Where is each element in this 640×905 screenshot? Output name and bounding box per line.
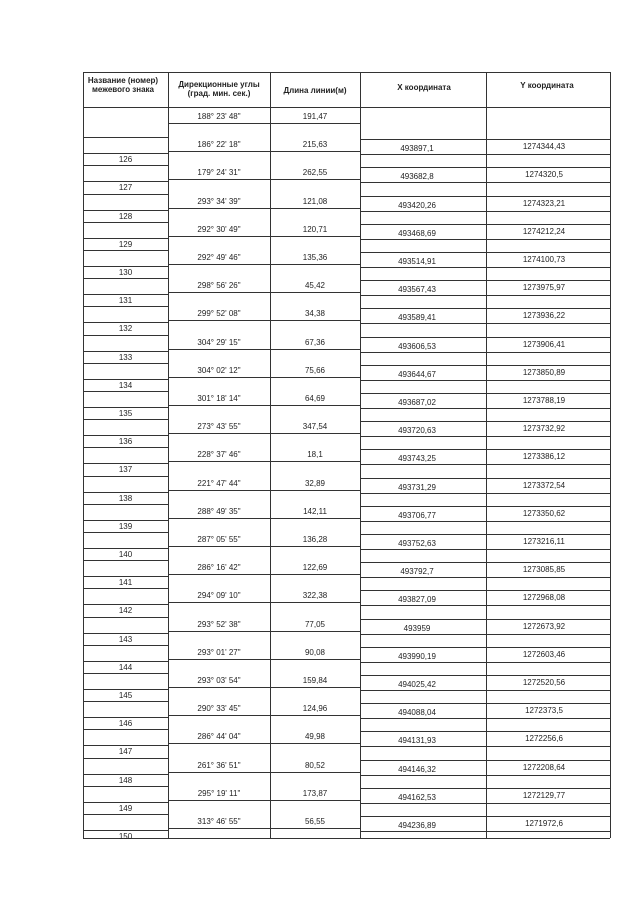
point-name-cell: 150: [118, 832, 133, 841]
coordinate-row-line: [360, 308, 610, 309]
point-name-cell: 135: [118, 409, 133, 418]
point-name-cell: 147: [118, 747, 133, 757]
segment-row-line: [168, 461, 360, 462]
coordinate-row-line: [360, 816, 610, 817]
length-cell: 322,38: [302, 591, 328, 601]
segment-row-line: [168, 405, 360, 406]
angle-cell: 293° 01' 27": [197, 647, 241, 657]
length-cell: 142,11: [303, 506, 327, 516]
segment-row-line: [168, 772, 360, 773]
table-top-border: [83, 72, 610, 73]
point-row-line: [83, 463, 168, 464]
segment-row-line: [168, 433, 360, 434]
point-row-line: [83, 661, 168, 662]
point-row-line: [83, 802, 168, 803]
point-row-line: [83, 548, 168, 549]
coordinate-row-line: [360, 154, 610, 155]
x-coordinate-cell: 493827,09: [398, 595, 436, 605]
segment-row-line: [168, 631, 360, 632]
angle-cell: 221° 47' 44": [197, 478, 241, 488]
y-coordinate-cell: 1273350,62: [522, 508, 566, 518]
x-coordinate-cell: 494025,42: [398, 680, 436, 689]
y-coordinate-cell: 1273085,85: [522, 565, 566, 575]
point-row-line: [83, 153, 168, 154]
segment-row-line: [168, 659, 360, 660]
point-name-cell: 144: [118, 662, 133, 672]
y-coordinate-cell: 1271972,6: [525, 819, 563, 828]
coordinate-row-line: [360, 731, 610, 732]
coordinate-row-line: [360, 493, 610, 494]
x-coordinate-cell: 493687,02: [398, 398, 436, 407]
length-cell: 49,98: [304, 732, 326, 742]
x-coordinate-cell: 494162,53: [398, 792, 436, 802]
x-coordinate-cell: 493514,91: [398, 257, 436, 266]
coordinate-row-line: [360, 365, 610, 366]
coordinate-row-line: [360, 534, 610, 535]
point-row-line: [83, 604, 168, 605]
coordinate-row-line: [360, 280, 610, 281]
point-row-line: [83, 830, 168, 831]
x-coordinate-cell: 493720,63: [398, 426, 436, 436]
x-coordinate-cell: 493606,53: [398, 341, 436, 351]
length-cell: 159,84: [302, 676, 328, 685]
length-cell: 262,55: [302, 168, 328, 178]
y-coordinate-cell: 1273216,11: [523, 537, 565, 546]
length-cell: 90,08: [304, 647, 326, 657]
segment-row-line: [168, 264, 360, 265]
point-row-line: [83, 266, 168, 267]
coordinate-row-line: [360, 352, 610, 353]
x-coordinate-cell: 493743,25: [398, 454, 436, 464]
point-name-cell: 128: [118, 211, 133, 221]
point-row-line: [83, 745, 168, 746]
coordinate-row-line: [360, 788, 610, 789]
y-coordinate-cell: 1274344,43: [522, 142, 566, 152]
point-name-cell: 126: [118, 155, 133, 165]
length-cell: 173,87: [302, 788, 328, 798]
length-cell: 120,71: [302, 224, 328, 234]
x-coordinate-cell: 493468,69: [398, 228, 436, 238]
x-coordinate-cell: 494131,93: [398, 736, 436, 746]
segment-row-line: [168, 236, 360, 237]
y-coordinate-cell: 1273372,54: [522, 480, 566, 490]
point-row-line: [83, 476, 168, 477]
x-coordinate-cell: 493731,29: [398, 482, 436, 492]
x-coordinate-cell: 493897,1: [400, 144, 434, 154]
point-row-line: [83, 294, 168, 295]
y-coordinate-cell: 1272603,46: [522, 649, 566, 659]
segment-row-line: [168, 123, 360, 124]
segment-row-line: [168, 602, 360, 603]
segment-row-line: [168, 179, 360, 180]
x-coordinate-cell: 493752,63: [398, 539, 436, 548]
coordinate-row-line: [360, 295, 610, 296]
header-x: X координата: [397, 83, 451, 92]
point-name-cell: 138: [118, 493, 133, 503]
point-name-cell: 140: [118, 550, 133, 559]
coordinate-row-line: [360, 619, 610, 620]
point-name-cell: 139: [118, 521, 133, 531]
point-row-line: [83, 210, 168, 211]
point-row-line: [83, 335, 168, 336]
point-row-line: [83, 532, 168, 533]
y-coordinate-cell: 1274320,5: [525, 170, 563, 180]
coordinate-row-line: [360, 139, 610, 140]
segment-row-line: [168, 574, 360, 575]
segment-row-line: [168, 208, 360, 209]
length-cell: 32,89: [304, 478, 326, 488]
angle-cell: 292° 30' 49": [197, 224, 241, 234]
coordinate-row-line: [360, 436, 610, 437]
point-name-cell: 134: [118, 380, 133, 390]
segment-row-line: [168, 518, 360, 519]
angle-cell: 293° 03' 54": [197, 676, 241, 685]
column-divider: [360, 72, 361, 838]
point-row-line: [83, 492, 168, 493]
point-name-cell: 148: [118, 775, 133, 785]
angle-cell: 273° 43' 55": [197, 422, 241, 432]
coordinate-row-line: [360, 549, 610, 550]
angle-cell: 293° 34' 39": [197, 196, 241, 206]
coordinate-row-line: [360, 746, 610, 747]
point-name-cell: 149: [118, 803, 133, 813]
point-row-line: [83, 786, 168, 787]
y-coordinate-cell: 1274212,24: [522, 226, 566, 236]
x-coordinate-cell: 493959: [403, 623, 431, 633]
column-divider: [270, 72, 271, 838]
coordinate-row-line: [360, 803, 610, 804]
coordinate-row-line: [360, 590, 610, 591]
segment-row-line: [168, 377, 360, 378]
point-name-cell: 132: [118, 324, 133, 334]
header-y: Y координата: [520, 81, 574, 90]
y-coordinate-cell: 1273936,22: [522, 311, 566, 321]
length-cell: 34,38: [304, 309, 326, 319]
x-coordinate-cell: 493644,67: [398, 369, 436, 379]
point-name-cell: 127: [118, 183, 133, 193]
angle-cell: 293° 52' 38": [197, 619, 241, 629]
point-name-cell: 146: [118, 719, 133, 729]
header-bottom-border: [83, 107, 610, 108]
x-coordinate-cell: 494236,89: [398, 821, 436, 830]
point-row-line: [83, 504, 168, 505]
angle-cell: 287° 05' 55": [197, 535, 241, 544]
point-name-cell: 141: [118, 578, 133, 588]
coordinate-row-line: [360, 718, 610, 719]
coordinate-row-line: [360, 605, 610, 606]
angle-cell: 299° 52' 08": [197, 309, 241, 319]
coordinate-row-line: [360, 239, 610, 240]
segment-row-line: [168, 800, 360, 801]
point-name-cell: 137: [118, 465, 133, 475]
coordinate-row-line: [360, 464, 610, 465]
coordinate-row-line: [360, 224, 610, 225]
point-row-line: [83, 363, 168, 364]
header-name: Название (номер) межевого знака: [87, 76, 159, 94]
angle-cell: 228° 37' 46": [197, 450, 241, 460]
coordinate-row-line: [360, 760, 610, 761]
y-coordinate-cell: 1273975,97: [522, 283, 566, 293]
coordinate-row-line: [360, 211, 610, 212]
point-row-line: [83, 435, 168, 436]
point-row-line: [83, 194, 168, 195]
length-cell: 122,69: [302, 563, 328, 573]
coordinate-row-line: [360, 393, 610, 394]
angle-cell: 286° 44' 04": [197, 732, 241, 742]
length-cell: 191,47: [302, 112, 328, 121]
point-row-line: [83, 588, 168, 589]
y-coordinate-cell: 1272256,6: [525, 734, 563, 744]
x-coordinate-cell: 493706,77: [398, 510, 436, 520]
column-divider: [610, 72, 611, 838]
header-length: Длина линии(м): [283, 86, 347, 95]
x-coordinate-cell: 493792,7: [400, 567, 434, 577]
point-name-cell: 143: [118, 634, 133, 644]
x-coordinate-cell: 494146,32: [398, 764, 436, 774]
length-cell: 215,63: [302, 140, 328, 150]
coordinate-row-line: [360, 252, 610, 253]
y-coordinate-cell: 1272208,64: [522, 762, 566, 772]
point-row-line: [83, 576, 168, 577]
coordinate-row-line: [360, 577, 610, 578]
y-coordinate-cell: 1273386,12: [522, 452, 566, 462]
angle-cell: 292° 49' 46": [197, 253, 241, 262]
angle-cell: 286° 16' 42": [197, 563, 241, 573]
coordinate-row-line: [360, 337, 610, 338]
angle-cell: 188° 23' 48": [197, 112, 241, 121]
y-coordinate-cell: 1273850,89: [522, 367, 566, 377]
segment-row-line: [168, 743, 360, 744]
angle-cell: 304° 29' 15": [197, 337, 241, 347]
x-coordinate-cell: 493420,26: [398, 200, 436, 210]
point-row-line: [83, 351, 168, 352]
point-row-line: [83, 419, 168, 420]
point-row-line: [83, 645, 168, 646]
point-row-line: [83, 689, 168, 690]
segment-row-line: [168, 715, 360, 716]
angle-cell: 261° 36' 51": [197, 760, 241, 770]
length-cell: 124,96: [302, 704, 328, 714]
y-coordinate-cell: 1273906,41: [522, 339, 566, 349]
y-coordinate-cell: 1272673,92: [522, 621, 566, 631]
segment-row-line: [168, 828, 360, 829]
coordinate-row-line: [360, 831, 610, 832]
angle-cell: 179° 24' 31": [197, 168, 241, 178]
point-row-line: [83, 407, 168, 408]
segment-row-line: [168, 151, 360, 152]
point-name-cell: 130: [118, 268, 133, 277]
length-cell: 45,42: [304, 281, 326, 291]
point-row-line: [83, 673, 168, 674]
point-row-line: [83, 560, 168, 561]
point-row-line: [83, 306, 168, 307]
point-row-line: [83, 222, 168, 223]
point-row-line: [83, 814, 168, 815]
point-row-line: [83, 447, 168, 448]
angle-cell: 295° 19' 11": [197, 788, 241, 798]
column-divider: [168, 72, 169, 838]
length-cell: 136,28: [302, 535, 328, 544]
y-coordinate-cell: 1272129,77: [522, 790, 566, 800]
x-coordinate-cell: 494088,04: [398, 708, 436, 718]
coordinate-row-line: [360, 634, 610, 635]
coordinate-row-line: [360, 703, 610, 704]
coordinate-row-line: [360, 478, 610, 479]
coordinate-row-line: [360, 380, 610, 381]
column-divider: [83, 72, 84, 838]
segment-row-line: [168, 349, 360, 350]
length-cell: 67,36: [304, 337, 326, 347]
coordinate-row-line: [360, 167, 610, 168]
length-cell: 18,1: [307, 450, 323, 460]
angle-cell: 290° 33' 45": [197, 704, 241, 714]
coordinate-row-line: [360, 408, 610, 409]
angle-cell: 186° 22' 18": [197, 140, 241, 150]
segment-row-line: [168, 490, 360, 491]
point-name-cell: 133: [118, 352, 133, 362]
column-divider: [486, 72, 487, 838]
point-row-line: [83, 758, 168, 759]
coordinate-row-line: [360, 662, 610, 663]
x-coordinate-cell: 493682,8: [400, 172, 434, 182]
point-row-line: [83, 391, 168, 392]
point-name-cell: 142: [118, 606, 133, 616]
point-row-line: [83, 617, 168, 618]
x-coordinate-cell: 493990,19: [398, 651, 436, 661]
length-cell: 64,69: [304, 394, 326, 403]
point-row-line: [83, 165, 168, 166]
y-coordinate-cell: 1273732,92: [522, 424, 566, 434]
point-row-line: [83, 238, 168, 239]
coordinate-row-line: [360, 675, 610, 676]
point-row-line: [83, 717, 168, 718]
point-row-line: [83, 379, 168, 380]
coordinate-row-line: [360, 690, 610, 691]
angle-cell: 304° 02' 12": [197, 365, 241, 375]
point-name-cell: 145: [118, 691, 133, 700]
x-coordinate-cell: 493567,43: [398, 285, 436, 295]
coordinate-row-line: [360, 647, 610, 648]
coordinate-row-line: [360, 182, 610, 183]
header-angle: Дирекционные углы (град. мин. сек.): [178, 80, 260, 98]
y-coordinate-cell: 1272968,08: [522, 593, 566, 603]
segment-row-line: [168, 320, 360, 321]
coordinate-row-line: [360, 267, 610, 268]
angle-cell: 313° 46' 55": [197, 817, 241, 826]
length-cell: 347,54: [302, 422, 328, 432]
segment-row-line: [168, 546, 360, 547]
coordinate-row-line: [360, 775, 610, 776]
x-coordinate-cell: 493589,41: [398, 313, 436, 323]
length-cell: 75,66: [304, 365, 326, 375]
y-coordinate-cell: 1273788,19: [522, 396, 566, 405]
coordinate-row-line: [360, 521, 610, 522]
y-coordinate-cell: 1274323,21: [522, 198, 566, 208]
point-name-cell: 129: [118, 239, 133, 249]
point-row-line: [83, 181, 168, 182]
point-row-line: [83, 701, 168, 702]
segment-row-line: [168, 687, 360, 688]
point-row-line: [83, 633, 168, 634]
point-row-line: [83, 729, 168, 730]
length-cell: 135,36: [302, 253, 328, 262]
point-row-line: [83, 278, 168, 279]
y-coordinate-cell: 1272520,56: [522, 678, 566, 687]
coordinate-row-line: [360, 421, 610, 422]
angle-cell: 294° 09' 10": [197, 591, 241, 601]
length-cell: 56,55: [304, 817, 326, 826]
point-row-line: [83, 137, 168, 138]
coordinate-row-line: [360, 196, 610, 197]
length-cell: 121,08: [302, 196, 328, 206]
coordinate-row-line: [360, 449, 610, 450]
angle-cell: 301° 18' 14": [197, 394, 241, 403]
coordinate-row-line: [360, 562, 610, 563]
length-cell: 77,05: [304, 619, 326, 629]
angle-cell: 288° 49' 35": [197, 506, 241, 516]
point-row-line: [83, 250, 168, 251]
point-name-cell: 131: [118, 296, 133, 306]
point-row-line: [83, 322, 168, 323]
coordinate-row-line: [360, 323, 610, 324]
segment-row-line: [168, 292, 360, 293]
point-row-line: [83, 520, 168, 521]
point-row-line: [83, 774, 168, 775]
y-coordinate-cell: 1272373,5: [525, 706, 563, 716]
coordinate-row-line: [360, 506, 610, 507]
angle-cell: 298° 56' 26": [197, 281, 241, 291]
point-name-cell: 136: [118, 437, 133, 447]
y-coordinate-cell: 1274100,73: [522, 255, 566, 264]
length-cell: 80,52: [304, 760, 326, 770]
